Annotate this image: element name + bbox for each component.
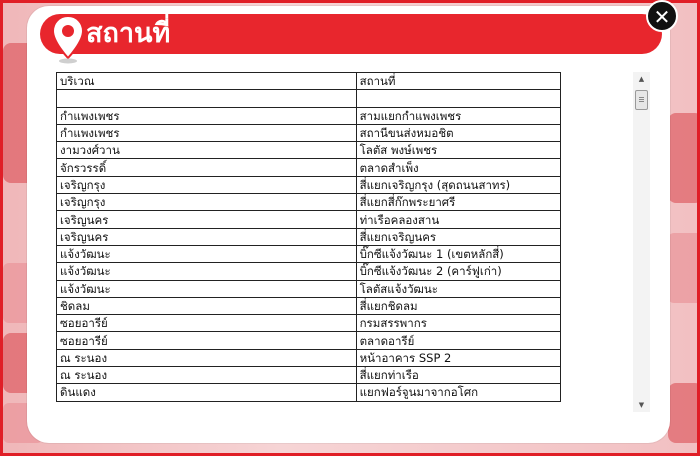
cell-area: แจ้งวัฒนะ <box>57 245 357 262</box>
table-row <box>57 124 561 141</box>
scroll-up-arrow-icon[interactable]: ▲ <box>638 75 645 83</box>
cell-area: เจริญนคร <box>57 228 357 245</box>
location-pin-icon <box>50 14 86 64</box>
cell-area <box>57 90 357 107</box>
cell-area: ซอยอารีย์ <box>57 332 357 349</box>
column-header-area: บริเวณ <box>57 73 357 90</box>
cell-place: ตลาดสำเพ็ง <box>356 159 560 176</box>
places-scroll-area[interactable] <box>56 72 650 412</box>
close-button[interactable] <box>646 0 678 32</box>
cell-place: สามแยกกำแพงเพชร <box>356 107 560 124</box>
cell-area: ณ ระนอง <box>57 349 357 366</box>
cell-place: แยกฟอร์จูนมาจากอโศก <box>356 384 560 401</box>
cell-place: สถานีขนส่งหมอชิต <box>356 124 560 141</box>
table-row <box>57 332 561 349</box>
column-header-place: สถานที่ <box>356 73 560 90</box>
cell-place: หน้าอาคาร SSP 2 <box>356 349 560 366</box>
cell-area: กำแพงเพชร <box>57 107 357 124</box>
table-row <box>57 315 561 332</box>
cell-area: เจริญนคร <box>57 211 357 228</box>
cell-place: บิ๊กซีแจ้งวัฒนะ 2 (คาร์ฟูเก่า) <box>356 263 560 280</box>
table-row <box>57 142 561 159</box>
cell-place: สี่แยกท่าเรือ <box>356 367 560 384</box>
table-row <box>57 349 561 366</box>
cell-area: เจริญกรุง <box>57 176 357 193</box>
cell-area: ดินแดง <box>57 384 357 401</box>
table-row <box>57 90 561 107</box>
cell-area: งามวงศ์วาน <box>57 142 357 159</box>
cell-place: สี่แยกสี่ก๊กพระยาศรี <box>356 194 560 211</box>
cell-place: โลตัสแจ้งวัฒนะ <box>356 280 560 297</box>
cell-place: สี่แยกเจริญกรุง (สุดถนนสาทร) <box>356 176 560 193</box>
table-header-row <box>57 73 561 90</box>
cell-place: ท่าเรือคลองสาน <box>356 211 560 228</box>
table-row <box>57 297 561 314</box>
cell-area: ชิดลม <box>57 297 357 314</box>
table-row <box>57 263 561 280</box>
cell-area: เจริญกรุง <box>57 194 357 211</box>
cell-place: ตลาดอารีย์ <box>356 332 560 349</box>
background-decoration <box>668 233 700 303</box>
scroll-thumb[interactable] <box>635 90 648 110</box>
cell-place: บิ๊กซีแจ้งวัฒนะ 1 (เขตหลักสี่) <box>356 245 560 262</box>
cell-area: ซอยอารีย์ <box>57 315 357 332</box>
cell-place: โลตัส พงษ์เพชร <box>356 142 560 159</box>
table-row <box>57 280 561 297</box>
table-row <box>57 367 561 384</box>
cell-place <box>356 90 560 107</box>
modal-title: สถานที่ <box>86 18 171 49</box>
background-decoration <box>668 383 700 443</box>
scroll-down-arrow-icon[interactable]: ▼ <box>638 401 645 409</box>
background-decoration <box>668 113 700 203</box>
cell-area: แจ้งวัฒนะ <box>57 263 357 280</box>
table-row <box>57 211 561 228</box>
cell-area: แจ้งวัฒนะ <box>57 280 357 297</box>
cell-area: กำแพงเพชร <box>57 124 357 141</box>
cell-area: ณ ระนอง <box>57 367 357 384</box>
table-row <box>57 159 561 176</box>
table-row <box>57 245 561 262</box>
cell-place: สี่แยกเจริญนคร <box>356 228 560 245</box>
cell-area: จักรวรรดิ์ <box>57 159 357 176</box>
cell-place: กรมสรรพากร <box>356 315 560 332</box>
table-row <box>57 384 561 401</box>
places-table <box>56 72 561 402</box>
close-icon: ✕ <box>653 5 671 29</box>
table-row <box>57 194 561 211</box>
table-row <box>57 176 561 193</box>
vertical-scrollbar[interactable] <box>633 72 650 412</box>
table-row <box>57 228 561 245</box>
cell-place: สี่แยกชิดลม <box>356 297 560 314</box>
table-row <box>57 107 561 124</box>
